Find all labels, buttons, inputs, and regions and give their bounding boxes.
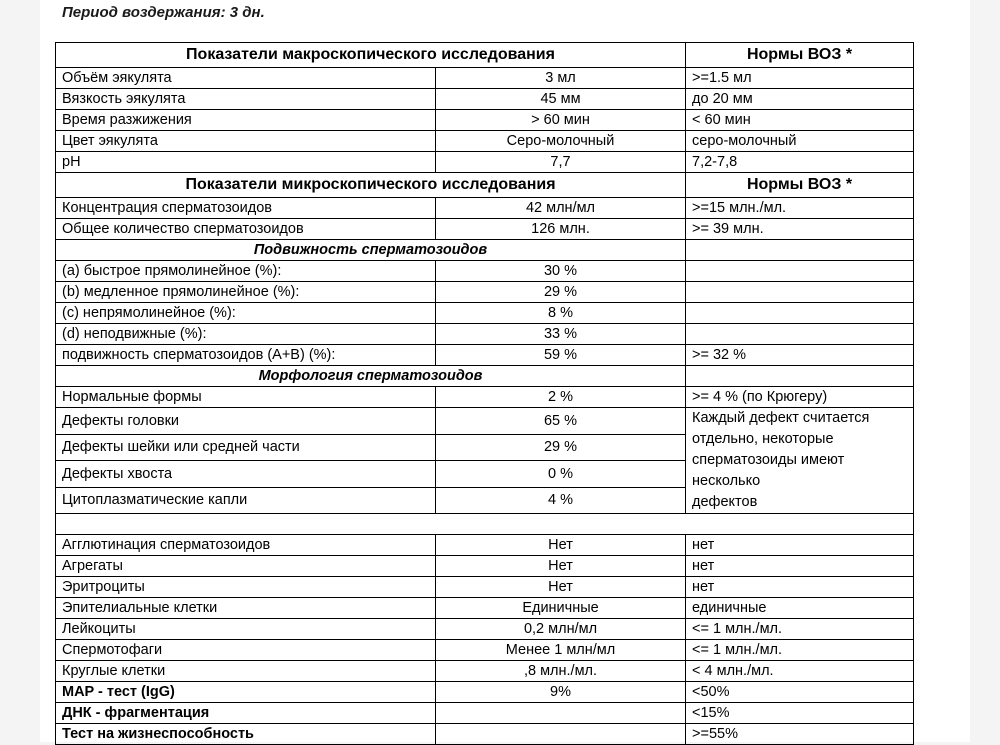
parameter-value: 59 %: [436, 345, 686, 366]
abstinence-period: Период воздержания: 3 дн.: [62, 4, 265, 21]
section-title: Показатели микроскопического исследования: [56, 173, 686, 198]
parameter-name: подвижность сперматозоидов (A+B) (%):: [56, 345, 436, 366]
subsection-title: Морфология сперматозоидов: [56, 366, 686, 387]
norms-header: Нормы ВОЗ *: [686, 43, 914, 68]
table-row: [56, 152, 914, 173]
parameter-value: 4 %: [436, 487, 686, 514]
norm-value: >= 32 %: [686, 345, 914, 366]
spermogram-table: [55, 42, 914, 745]
parameter-value: 9%: [436, 682, 686, 703]
norm-value: >=1.5 мл: [686, 68, 914, 89]
parameter-value: Нет: [436, 556, 686, 577]
parameter-name: Объём эякулята: [56, 68, 436, 89]
parameter-value: 7,7: [436, 152, 686, 173]
parameter-name: Дефекты шейки или средней части: [56, 434, 436, 461]
parameter-value: Менее 1 млн/мл: [436, 640, 686, 661]
norm-value: <50%: [686, 682, 914, 703]
norm-value: < 60 мин: [686, 110, 914, 131]
macro-header-row: [56, 43, 914, 68]
table-row: [56, 324, 914, 345]
table-row: [56, 345, 914, 366]
parameter-name: Вязкость эякулята: [56, 89, 436, 110]
parameter-value: 30 %: [436, 261, 686, 282]
parameter-name: Круглые клетки: [56, 661, 436, 682]
empty-cell: [686, 366, 914, 387]
table-row: [56, 68, 914, 89]
cut-off-footnote: [62, 734, 902, 740]
parameter-name: (d) неподвижные (%):: [56, 324, 436, 345]
parameter-value: 42 млн/мл: [436, 198, 686, 219]
table-row: [56, 535, 914, 556]
parameter-name: (b) медленное прямолинейное (%):: [56, 282, 436, 303]
norm-value: 7,2-7,8: [686, 152, 914, 173]
parameter-name: Дефекты головки: [56, 408, 436, 435]
parameter-name: Агглютинация сперматозоидов: [56, 535, 436, 556]
spacer-row: [56, 514, 914, 535]
norm-value: [686, 324, 914, 345]
parameter-value: Нет: [436, 535, 686, 556]
table-row: [56, 577, 914, 598]
motility-header-row: [56, 240, 914, 261]
table-row: [56, 598, 914, 619]
norm-value: [686, 261, 914, 282]
defect-note-line: сперматозоиды имеют несколько: [692, 452, 845, 489]
parameter-value: Серо-молочный: [436, 131, 686, 152]
defect-note: [686, 408, 914, 514]
norms-header: Нормы ВОЗ *: [686, 173, 914, 198]
defect-note-line: отдельно, некоторые: [692, 431, 834, 447]
parameter-name: pH: [56, 152, 436, 173]
parameter-name: Общее количество сперматозоидов: [56, 219, 436, 240]
norm-value: до 20 мм: [686, 89, 914, 110]
norm-value: единичные: [686, 598, 914, 619]
parameter-name: Дефекты хвоста: [56, 461, 436, 488]
parameter-name: Агрегаты: [56, 556, 436, 577]
parameter-name: (c) непрямолинейное (%):: [56, 303, 436, 324]
parameter-name: Тест на жизнеспособность: [56, 724, 436, 745]
parameter-value: 126 млн.: [436, 219, 686, 240]
table-row: [56, 131, 914, 152]
table-row: [56, 198, 914, 219]
parameter-value: ,8 млн./мл.: [436, 661, 686, 682]
parameter-name: (a) быстрое прямолинейное (%):: [56, 261, 436, 282]
table-row: [56, 282, 914, 303]
parameter-value: Нет: [436, 577, 686, 598]
table-row: [56, 303, 914, 324]
norm-value: [686, 303, 914, 324]
table-row: [56, 640, 914, 661]
parameter-name: ДНК - фрагментация: [56, 703, 436, 724]
parameter-value: 33 %: [436, 324, 686, 345]
parameter-name: Концентрация сперматозоидов: [56, 198, 436, 219]
parameter-value: 0 %: [436, 461, 686, 488]
table-row: [56, 387, 914, 408]
parameter-value: 0,2 млн/мл: [436, 619, 686, 640]
table-row: [56, 682, 914, 703]
norm-value: нет: [686, 577, 914, 598]
parameter-value: [436, 703, 686, 724]
table-row: [56, 261, 914, 282]
parameter-value: 29 %: [436, 282, 686, 303]
subsection-title: Подвижность сперматозоидов: [56, 240, 686, 261]
table-row: [56, 219, 914, 240]
parameter-value: 2 %: [436, 387, 686, 408]
norm-value: >= 4 % (по Крюгеру): [686, 387, 914, 408]
table-row: [56, 556, 914, 577]
parameter-name: Нормальные формы: [56, 387, 436, 408]
table-row: [56, 110, 914, 131]
empty-cell: [686, 240, 914, 261]
norm-value: <= 1 млн./мл.: [686, 640, 914, 661]
norm-value: нет: [686, 535, 914, 556]
parameter-name: Цитоплазматические капли: [56, 487, 436, 514]
parameter-name: Цвет эякулята: [56, 131, 436, 152]
parameter-name: Эпителиальные клетки: [56, 598, 436, 619]
norm-value: <15%: [686, 703, 914, 724]
table-row: [56, 703, 914, 724]
parameter-value: > 60 мин: [436, 110, 686, 131]
parameter-name: Лейкоциты: [56, 619, 436, 640]
parameter-value: 3 мл: [436, 68, 686, 89]
norm-value: < 4 млн./мл.: [686, 661, 914, 682]
parameter-name: Эритроциты: [56, 577, 436, 598]
norm-value: >=15 млн./мл.: [686, 198, 914, 219]
micro-header-row: [56, 173, 914, 198]
parameter-value: 65 %: [436, 408, 686, 435]
norm-value: >= 39 млн.: [686, 219, 914, 240]
table-row: [56, 661, 914, 682]
parameter-name: Время разжижения: [56, 110, 436, 131]
parameter-value: 29 %: [436, 434, 686, 461]
table-row: [56, 408, 914, 435]
empty-cell: [56, 514, 914, 535]
norm-value: <= 1 млн./мл.: [686, 619, 914, 640]
table-row: [56, 89, 914, 110]
norm-value: >=55%: [686, 724, 914, 745]
norm-value: нет: [686, 556, 914, 577]
defect-note-line: дефектов: [692, 494, 758, 510]
parameter-value: 8 %: [436, 303, 686, 324]
parameter-value: Единичные: [436, 598, 686, 619]
parameter-name: MAP - тест (IgG): [56, 682, 436, 703]
defect-note-line: Каждый дефект считается: [692, 410, 870, 426]
parameter-name: Спермотофаги: [56, 640, 436, 661]
morphology-header-row: [56, 366, 914, 387]
section-title: Показатели макроскопического исследования: [56, 43, 686, 68]
norm-value: [686, 282, 914, 303]
parameter-value: 45 мм: [436, 89, 686, 110]
norm-value: серо-молочный: [686, 131, 914, 152]
table-row: [56, 619, 914, 640]
